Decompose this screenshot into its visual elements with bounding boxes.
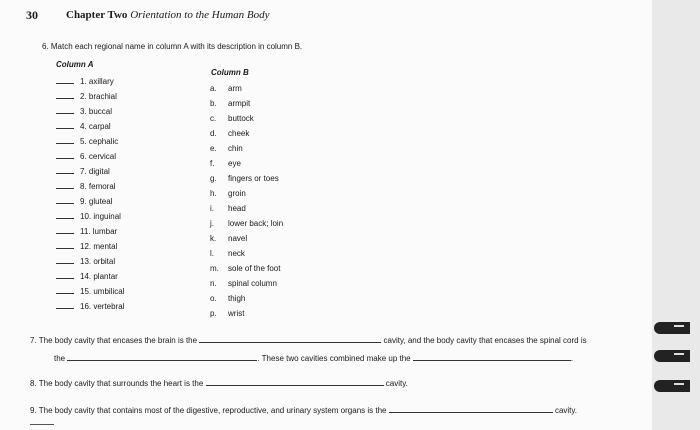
column-a-item [56, 151, 116, 165]
column-b-letter: a. [210, 84, 217, 93]
answer-blank[interactable] [56, 286, 74, 294]
column-b-description: thigh [228, 294, 246, 303]
column-b-heading: Column B [211, 68, 249, 77]
column-a-term: 2. brachial [80, 92, 117, 101]
column-a-item [56, 211, 121, 225]
binder-edge [652, 0, 700, 430]
question-9-text-2: cavity. [554, 406, 578, 415]
question-9-text-1: 9. The body cavity that contains most of the digestive, reproductive, and urinary system organs is the [30, 406, 387, 415]
column-b-letter: d. [210, 129, 217, 138]
column-b-item [210, 279, 277, 293]
page-header [26, 6, 38, 24]
column-b-description: head [228, 204, 246, 213]
page-number: 30 [26, 8, 38, 22]
binder-ring-tab [654, 350, 690, 362]
column-a-item [56, 226, 117, 240]
answer-blank-9[interactable] [389, 405, 553, 413]
column-a-term: 1. axillary [80, 77, 114, 86]
question-8-line [30, 378, 408, 388]
column-b-item [210, 219, 283, 233]
column-a-term: 6. cervical [80, 152, 117, 161]
column-b-description: chin [228, 144, 243, 153]
column-b-item [210, 84, 242, 98]
answer-blank-7b[interactable] [67, 353, 257, 361]
column-a-term: 9. gluteal [80, 197, 113, 206]
column-a-item [56, 106, 112, 120]
answer-blank[interactable] [56, 271, 74, 279]
answer-blank[interactable] [56, 76, 74, 84]
question-6-prompt: 6. Match each regional name in column A with its description in column B. [42, 42, 303, 51]
column-b-description: buttock [228, 114, 254, 123]
column-b-letter: g. [210, 174, 217, 183]
column-a-term: 4. carpal [80, 122, 111, 131]
column-b-item [210, 294, 245, 308]
column-b-item [210, 99, 250, 113]
column-b-description: armpit [228, 99, 251, 108]
column-b-letter: b. [210, 99, 217, 108]
column-b-description: spinal column [228, 279, 277, 288]
column-b-description: wrist [228, 309, 245, 318]
chapter-title: Chapter Two [66, 9, 128, 21]
column-b-item [210, 144, 243, 158]
column-b-letter: k. [210, 234, 217, 243]
column-a-term: 5. cephalic [80, 137, 119, 146]
answer-blank[interactable] [56, 106, 74, 114]
column-b-item [210, 159, 241, 173]
column-a-term: 7. digital [80, 167, 110, 176]
answer-blank-8[interactable] [206, 378, 384, 386]
column-b-letter: f. [210, 159, 215, 168]
answer-blank[interactable] [56, 241, 74, 249]
answer-blank[interactable] [56, 166, 74, 174]
answer-blank[interactable] [56, 226, 74, 234]
answer-blank[interactable] [56, 136, 74, 144]
question-8-text-2: cavity. [385, 379, 408, 388]
column-a-item [56, 301, 124, 315]
question-8-text-1: 8. The body cavity that surrounds the heart is the [30, 379, 204, 388]
column-a-term: 16. vertebral [80, 302, 125, 311]
column-a-item [56, 241, 117, 255]
column-a-item [56, 196, 112, 210]
column-a-term: 8. femoral [80, 182, 116, 191]
column-a-term: 10. inguinal [80, 212, 121, 221]
column-a-term: 13. orbital [80, 257, 116, 266]
column-a-item [56, 271, 118, 285]
column-b-item [210, 204, 246, 218]
column-b-description: arm [228, 84, 242, 93]
column-b-letter: m. [210, 264, 219, 273]
column-b-letter: e. [210, 144, 217, 153]
column-a-item [56, 136, 118, 150]
column-b-description: cheek [228, 129, 250, 138]
column-b-description: neck [228, 249, 245, 258]
question-7-text-3: the [54, 354, 66, 363]
column-b-description: eye [228, 159, 241, 168]
answer-blank-7c[interactable] [413, 353, 574, 363]
column-b-letter: j. [210, 219, 214, 228]
column-b-letter: i. [210, 204, 214, 213]
column-a-item [56, 181, 116, 195]
binder-ring-tab [654, 322, 690, 334]
question-7-line-2 [54, 353, 573, 363]
column-a-item [56, 166, 110, 180]
column-b-item [210, 189, 246, 203]
answer-blank[interactable] [56, 151, 74, 159]
answer-blank[interactable] [56, 256, 74, 264]
answer-blank[interactable] [56, 121, 74, 129]
column-b-description: navel [228, 234, 248, 243]
column-b-item [210, 174, 279, 188]
column-b-item [210, 309, 244, 323]
column-b-item [210, 129, 249, 143]
column-a-item [56, 256, 115, 270]
column-b-item [210, 264, 280, 278]
column-b-description: groin [228, 189, 246, 198]
chapter-heading [66, 9, 270, 21]
page-cut-edge [30, 424, 54, 425]
column-a-term: 15. umbilical [80, 287, 125, 296]
answer-blank[interactable] [56, 211, 74, 219]
column-b-item [210, 114, 254, 128]
column-a-heading: Column A [56, 60, 94, 69]
column-b-letter: o. [210, 294, 217, 303]
column-b-letter: l. [210, 249, 214, 258]
answer-blank[interactable] [56, 91, 74, 99]
column-b-description: fingers or toes [228, 174, 279, 183]
column-b-item [210, 234, 247, 248]
question-7-text-4: . These two cavities combined make up the [257, 354, 411, 363]
question-9-line [30, 405, 577, 415]
column-b-letter: h. [210, 189, 217, 198]
column-b-letter: c. [210, 114, 217, 123]
column-a-item [56, 91, 117, 105]
binder-ring-tab [654, 380, 690, 392]
question-7-text-2: cavity, and the body cavity that encases the spinal cord is [383, 336, 587, 345]
column-b-item [210, 249, 245, 263]
column-a-item [56, 286, 124, 300]
chapter-subtitle: Orientation to the Human Body [130, 9, 270, 21]
answer-blank[interactable] [56, 196, 74, 204]
column-b-letter: n. [210, 279, 217, 288]
column-b-description: lower back; loin [228, 219, 284, 228]
answer-blank[interactable] [56, 181, 74, 189]
column-a-term: 12. mental [80, 242, 118, 251]
answer-blank[interactable] [56, 301, 74, 309]
column-b-letter: p. [210, 309, 217, 318]
column-a-term: 14. plantar [80, 272, 118, 281]
question-7-line-1 [30, 335, 587, 345]
answer-blank-7a[interactable] [199, 335, 381, 343]
column-a-item [56, 76, 114, 90]
column-a-term: 3. buccal [80, 107, 113, 116]
column-b-description: sole of the foot [228, 264, 281, 273]
column-a-item [56, 121, 111, 135]
question-7-text-1: 7. The body cavity that encases the brain is the [30, 336, 198, 345]
question-7-text-5: . [570, 354, 574, 363]
column-a-term: 11. lumbar [80, 227, 118, 236]
